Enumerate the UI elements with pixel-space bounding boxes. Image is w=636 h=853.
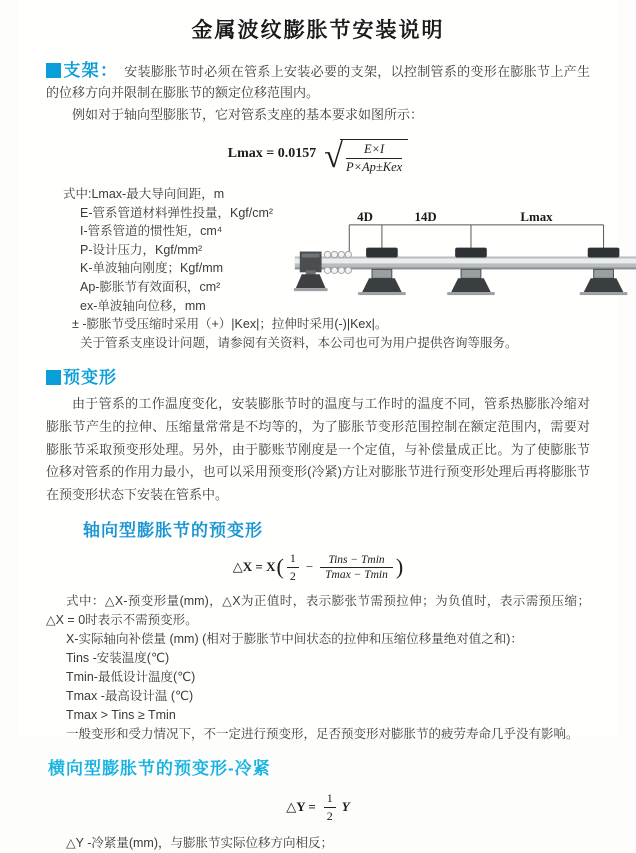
definition-line: K-单波轴向刚度；Kgf/mm <box>80 261 224 276</box>
definition-line: E-管系管道材料弹性投量，Kgf/cm² <box>80 205 274 220</box>
definition-line: Ap-膨胀节有效面积，cm² <box>80 279 221 294</box>
guide-support <box>358 248 405 295</box>
predeform-section-heading: 预变形 <box>63 368 117 387</box>
formula-numerator: E×I <box>346 142 402 159</box>
section-square-icon <box>46 370 61 385</box>
guide-support <box>580 248 627 295</box>
axial-note: 式中：△X-预变形量(mm)，△X为正值时，表示膨张节需预拉伸；为负值时，表示需预压缩；△X = 0时表示不需预变形。 <box>46 593 590 627</box>
support-intro-text: 安装膨胀节时必须在管系上安装必要的支架，以控制管系的变形在膨胀节上产生的位移方向并限制在膨胀节的额定位移范围内。 <box>46 64 590 100</box>
sqrt-radical-icon: √ <box>324 138 343 175</box>
document-page <box>18 0 618 850</box>
definition-line: 关于管系支座设计问题，请参阅有关资料，本公司也可为用户提供咨询等服务。 <box>80 335 518 350</box>
sqrt-radicand <box>340 139 408 175</box>
support-intro-paragraph <box>46 60 590 103</box>
axial-formula <box>46 551 590 584</box>
half-fraction: $\frac{1}{2}$ <box>324 791 336 824</box>
predeform-section <box>46 363 590 507</box>
axial-note: Tmax > Tins ≥ Tmin <box>66 707 176 722</box>
definition-line: 式中:Lmax-最大导向间距，m <box>63 187 225 201</box>
axial-note: Tmax -最高设计温 (℃) <box>66 688 194 703</box>
axial-subsection-heading: 轴向型膨胀节的预变形 <box>83 520 263 540</box>
section-square-icon <box>46 63 61 78</box>
dim-label-14d: 14D <box>414 209 437 224</box>
definitions-and-diagram <box>46 185 590 353</box>
axial-note: X-实际轴向补偿量 (mm) (相对于膨胀节中间状态的拉伸和压缩位移量绝对值之和)： <box>66 631 523 646</box>
guide-support <box>447 248 494 295</box>
minus-operator: − <box>305 559 314 575</box>
close-paren: ) <box>395 554 404 580</box>
page-title: 金属波纹膨胀节安装说明 <box>191 19 445 42</box>
definition-line: ± -膨胀节受压缩时采用（+）|Kex|；拉伸时采用(-)|Kex|。 <box>72 317 388 332</box>
half-fraction: $\frac{1}{2}$ <box>287 551 299 584</box>
axial-note: 一般变形和受力情况下，不一定进行预变形，足否预变形对膨胀节的疲劳寿命几乎没有影响。 <box>66 726 579 741</box>
support-example-text: 例如对于轴向型膨胀节，它对管系支座的基本要求如图所示： <box>72 107 424 122</box>
predeform-paragraph: 由于管系的工作温度变化，安装膨胀节时的温度与工作时的温度不同，管系热膨胀冷缩对膨胀节产生的拉伸、压缩量常常是不均等的，为了膨胀节变形范围控制在额定范围内，需要对膨胀节采取预变形处理。另外，由于膨账节刚度是一个定值，与补偿量成正比。为了使膨胀节位移对管系的作用力最小，也可以采用预变形(冷紧)方让对膨胀节进行预变形处理后再将膨胀节在预变形状态下安装在管系中。 <box>46 396 590 503</box>
lateral-formula-lhs: △Y = <box>286 799 316 815</box>
axial-note: Tins -安装温度(℃) <box>66 650 170 665</box>
support-section-heading: 支架： <box>63 61 119 80</box>
definition-line: P-设计压力，Kgf/mm² <box>80 242 203 257</box>
dim-label-lmax: Lmax <box>520 209 553 224</box>
lateral-note: △Y -冷紧量(mm)，与膨胀节实际位移方向相反； <box>66 835 334 850</box>
lateral-formula-rhs: Y <box>341 799 350 815</box>
formula-denominator: P×Ap±Kex <box>345 160 403 174</box>
temperature-fraction: $\frac{\text{Tins − Tmin}}{Tmax - Tmin}$ <box>320 554 393 581</box>
dim-label-4d: 4D <box>357 209 373 224</box>
lateral-formula <box>46 791 590 824</box>
open-paren: ( <box>276 554 284 580</box>
formula-lhs: Lmax = 0.0157 <box>227 146 317 161</box>
lateral-subsection-heading: 横向型膨胀节的预变形-冷紧 <box>48 758 271 778</box>
definition-line: ex-单波轴向位移，mm <box>80 298 206 313</box>
axial-note: Tmin-最低设计温度(℃) <box>66 669 196 684</box>
pipe-support-diagram <box>294 209 636 303</box>
lmax-formula <box>46 133 590 175</box>
definition-line: I-管系管道的惯性矩，cm⁴ <box>80 224 223 239</box>
axial-formula-lhs: △X = X <box>232 559 276 575</box>
